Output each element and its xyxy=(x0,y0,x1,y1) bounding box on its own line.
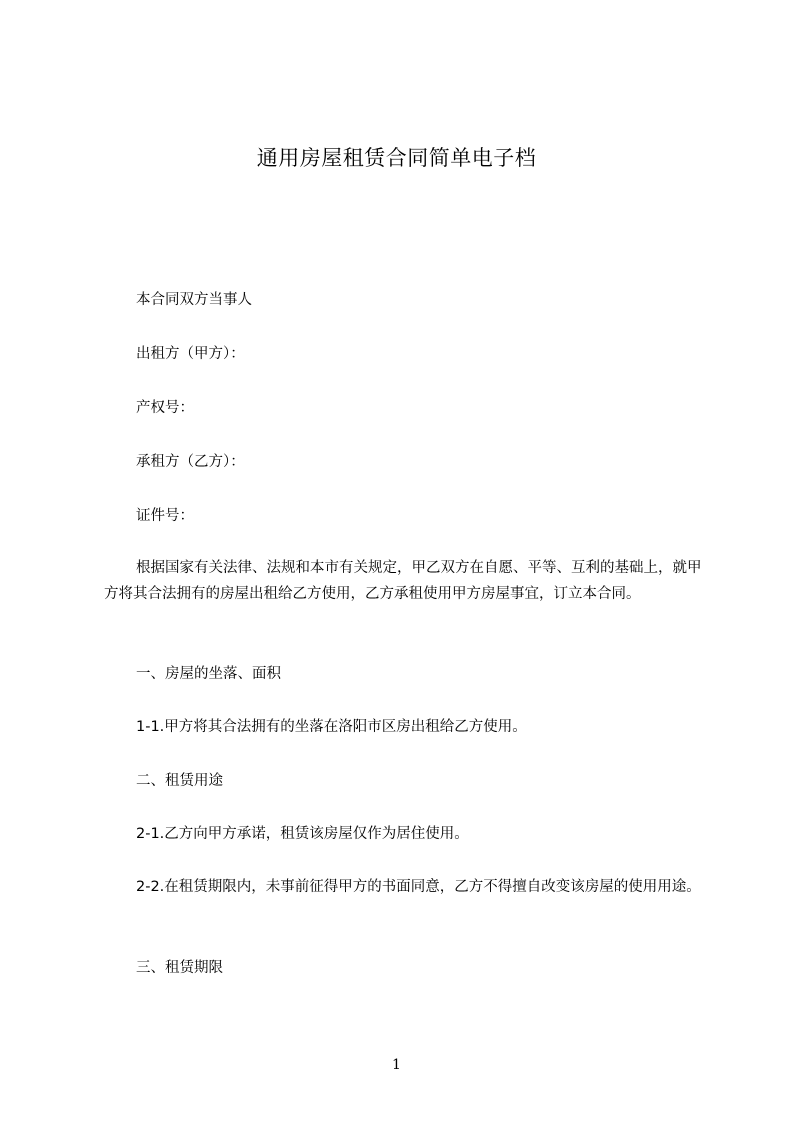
section-heading-term: 三、租赁期限 xyxy=(136,960,223,976)
paragraph-id-number: 证件号： xyxy=(136,508,194,524)
paragraph-lessee: 承租方（乙方）： xyxy=(136,454,245,470)
paragraph-lessor: 出租方（甲方）： xyxy=(136,346,245,362)
clause-2-1: 2-1.乙方向甲方承诺，租赁该房屋仅作为居住使用。 xyxy=(136,826,469,842)
document-title: 通用房屋租赁合同简单电子档 xyxy=(256,146,537,170)
paragraph-property-number: 产权号： xyxy=(136,400,194,416)
section-heading-purpose: 二、租赁用途 xyxy=(136,773,223,789)
clause-1-1: 1-1.甲方将其合法拥有的坐落在洛阳市区房出租给乙方使用。 xyxy=(136,719,527,735)
clause-2-2: 2-2.在租赁期限内，未事前征得甲方的书面同意，乙方不得擅自改变该房屋的使用用途。 xyxy=(136,879,701,895)
section-heading-location: 一、房屋的坐落、面积 xyxy=(136,666,281,682)
page-number: 1 xyxy=(392,1057,401,1073)
paragraph-parties: 本合同双方当事人 xyxy=(136,292,252,308)
paragraph-preamble: 根据国家有关法律、法规和本市有关规定，甲乙双方在自愿、平等、互利的基础上，就甲方将其合法拥有的房屋出租给乙方使用，乙方承租使用甲方房屋事宜，订立本合同。 xyxy=(104,560,702,602)
